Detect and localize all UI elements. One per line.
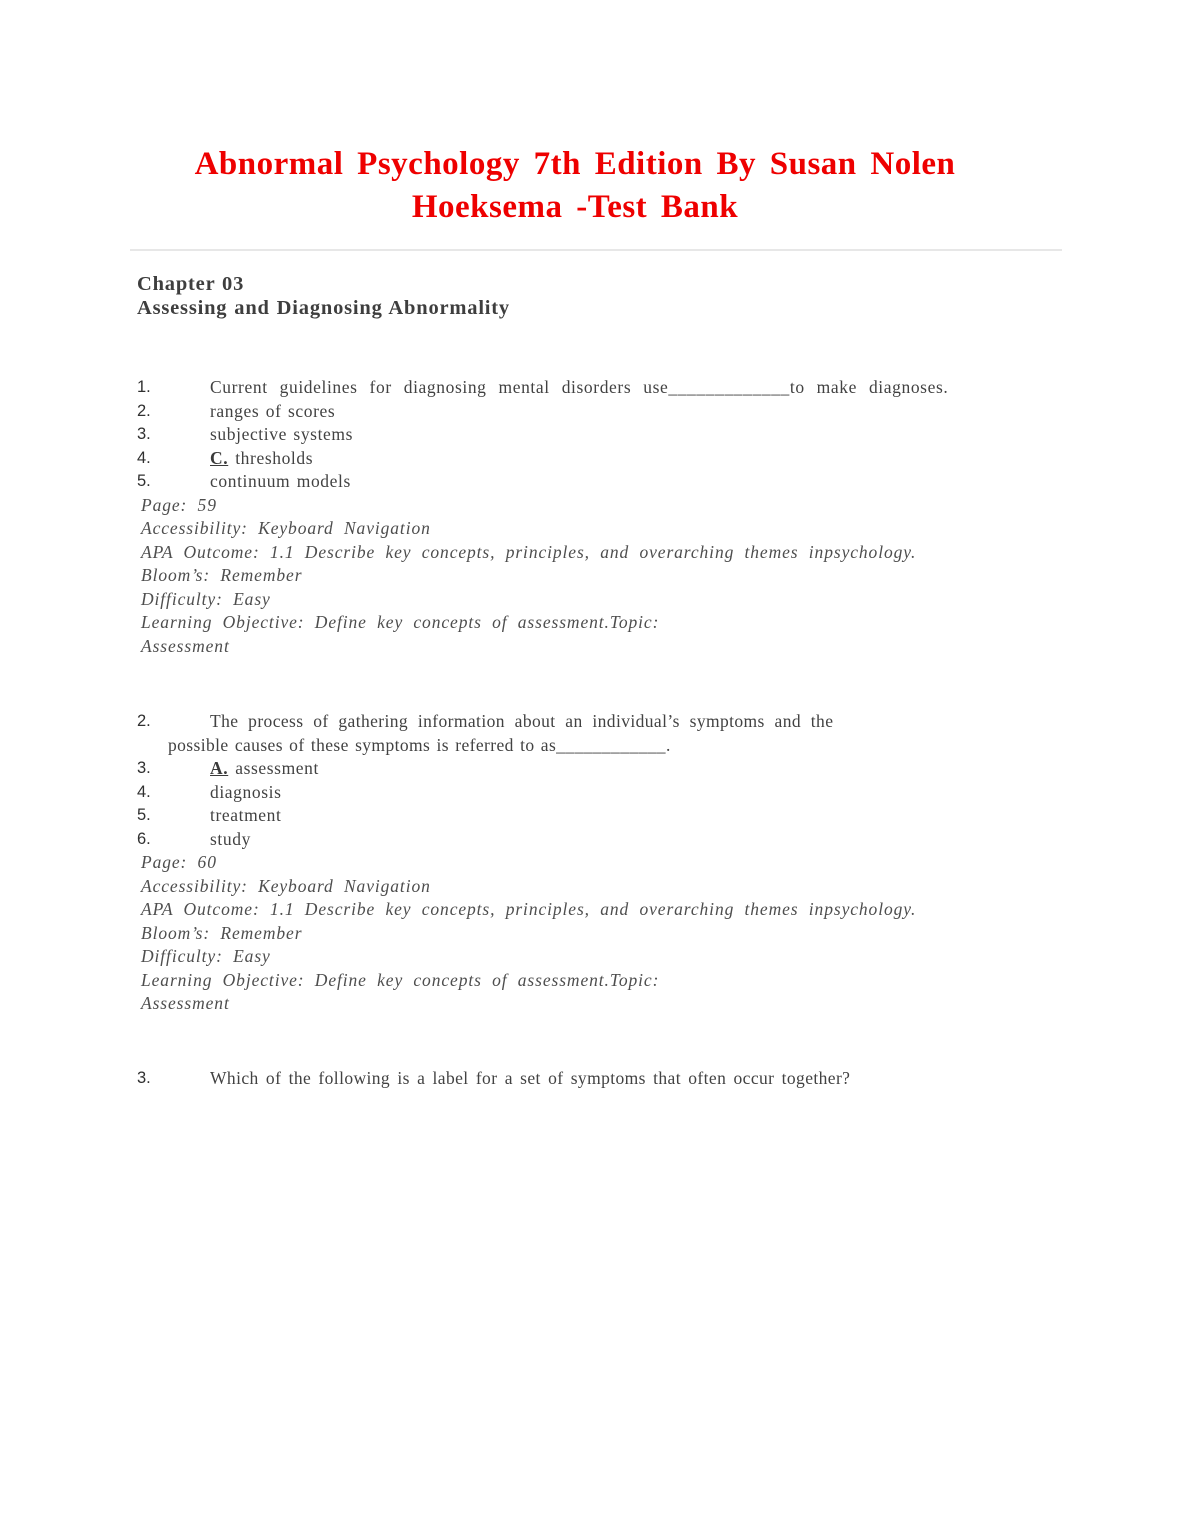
list-number: 2. [137,712,151,730]
option-text: diagnosis [210,781,282,802]
metadata-line-blooms: Bloom’s: Remember [141,565,303,585]
option-text: continuum models [210,471,351,491]
horizontal-divider [130,249,1062,251]
metadata-line-page: Page: 60 [141,852,217,872]
metadata-line-accessibility: Accessibility: Keyboard Navigation [141,518,431,538]
metadata-line-apa-outcome: APA Outcome: 1.1 Describe key concepts, principles, and overarching themes inpsychology. [141,899,917,919]
question-block-1 [137,376,1190,658]
metadata-line-blooms: Bloom’s: Remember [141,922,303,943]
answer-option [137,423,1190,447]
answer-option [137,470,1190,494]
metadata-line-learning-objective: Learning Objective: Define key concepts of assessment.Topic: [141,612,660,632]
answer-option [137,804,1190,828]
option-text: subjective systems [210,424,354,444]
option-text: assessment [235,758,319,778]
metadata-line-learning-objective: Learning Objective: Define key concepts of assessment.Topic: [141,969,660,990]
question-text-line2: possible causes of these symptoms is referred to as____________. [168,734,671,755]
question-3-stem [137,1067,1190,1091]
document-title [130,0,1020,229]
metadata-line-accessibility: Accessibility: Keyboard Navigation [141,875,431,896]
question-text: Current guidelines for diagnosing mental disorders use_____________to make diagnoses. [210,377,949,397]
list-number: 2. [137,401,151,420]
chapter-number: Chapter 03 [137,273,245,295]
metadata-line-difficulty: Difficulty: Easy [141,946,271,966]
question-2-stem [137,710,1190,757]
chapter-heading [137,272,1190,320]
question-metadata [141,494,1190,659]
metadata-line-page: Page: 59 [141,494,217,515]
correct-answer-letter: A. [210,758,229,778]
answer-option [137,828,1190,852]
list-number: 5. [137,806,151,824]
list-number: 1. [137,378,151,396]
answer-option [137,400,1190,424]
answer-option-correct [137,447,1190,471]
option-text: treatment [210,805,282,825]
question-metadata [141,851,1190,1016]
option-text: study [210,828,251,849]
answer-option-correct [137,757,1190,781]
list-number: 4. [137,782,151,801]
question-block-2 [137,710,1190,1016]
list-number: 3. [137,425,151,443]
list-number: 5. [137,472,151,490]
option-text: thresholds [235,447,314,468]
list-number: 4. [137,448,151,467]
option-text: ranges of scores [210,400,336,421]
metadata-line-topic: Assessment [141,993,230,1013]
metadata-line-apa-outcome: APA Outcome: 1.1 Describe key concepts, principles, and overarching themes inpsychology. [141,541,917,562]
question-1-stem [137,376,1190,400]
list-number: 6. [137,829,151,848]
chapter-name: Assessing and Diagnosing Abnormality [137,297,510,319]
correct-answer-letter: C. [210,447,229,468]
question-text: Which of the following is a label for a set of symptoms that often occur together? [210,1067,851,1088]
question-text-line1: The process of gathering information about an individual’s symptoms and the [210,711,834,731]
document-title-line1: Abnormal Psychology 7th Edition By Susan Nolen [194,146,956,182]
metadata-line-topic: Assessment [141,635,230,656]
list-number: 3. [137,1068,151,1087]
metadata-line-difficulty: Difficulty: Easy [141,588,271,609]
document-title-line2: Hoeksema -Test Bank [411,189,739,225]
answer-option [137,781,1190,805]
list-number: 3. [137,759,151,777]
question-block-3 [137,1067,1190,1091]
